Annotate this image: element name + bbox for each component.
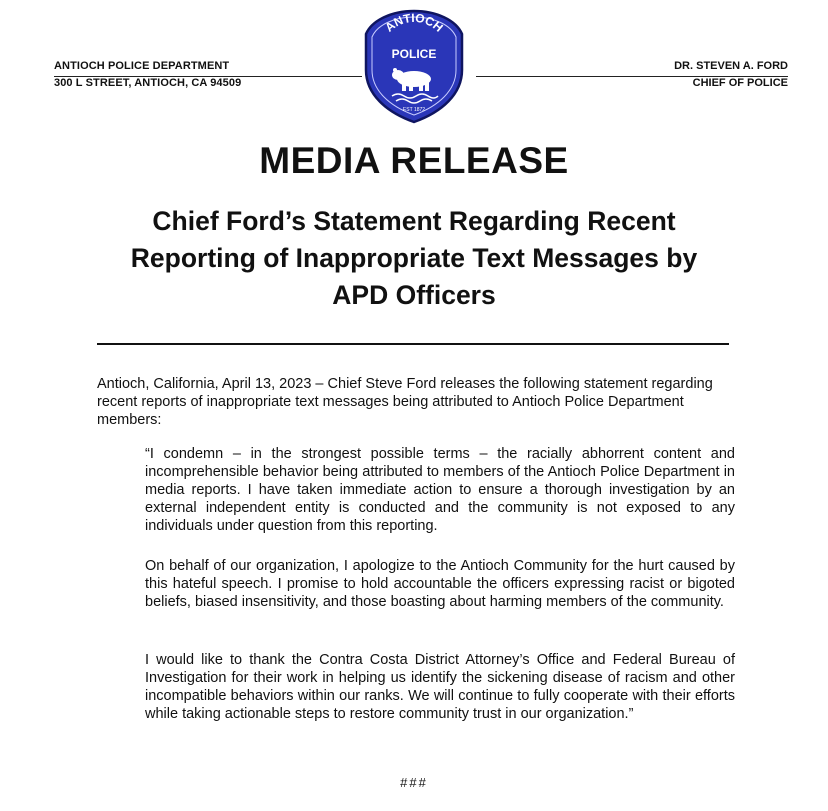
- header-divider-right: [476, 76, 788, 77]
- quote-paragraph-2: On behalf of our organization, I apologize to the Antioch Community for the hurt caused by this hateful speech. I promise to hold accountable the officers expressing racist or bigoted beliefs, biased insensitivity, and those boasting about harming members of the community.: [145, 558, 735, 610]
- chief-name: DR. STEVEN A. FORD: [674, 60, 788, 72]
- intro-paragraph: Antioch, California, April 13, 2023 – Chief Steve Ford releases the following statement regarding recent reports of inappropriate text messages being attributed to Antioch Police Department members:: [97, 376, 713, 428]
- quote-paragraph-3: I would like to thank the Contra Costa District Attorney’s Office and Federal Bureau of Investigation for their work in helping us identify the sickening disease of racism and other incompatible behaviors within our ranks. We will continue to fully cooperate with their efforts while taking actionable steps to restore community trust in our organization.”: [145, 652, 735, 722]
- end-mark: ###: [400, 775, 428, 790]
- badge-est-text: EST 1872: [402, 107, 426, 113]
- department-block: [54, 58, 241, 92]
- badge-bottom-text: POLICE: [391, 47, 437, 61]
- badge-top-text: ANTIOCH: [382, 10, 446, 35]
- header-divider-left: [54, 76, 362, 77]
- chief-block: [674, 58, 788, 92]
- department-address: 300 L STREET, ANTIOCH, CA 94509: [54, 77, 242, 89]
- chief-title: CHIEF OF POLICE: [692, 77, 788, 89]
- page-title: MEDIA RELEASE: [259, 140, 569, 181]
- police-badge-icon: [362, 8, 466, 126]
- quote-paragraph-1: “I condemn – in the strongest possible terms – the racially abhorrent content and incomprehensible behavior being attributed to members of the Antioch Police Department in media reports. I have taken immediate action to ensure a thorough investigation by an external independent entity is conducted and the community is not exposed to any individuals under question from this reporting.: [145, 446, 735, 534]
- department-name: ANTIOCH POLICE DEPARTMENT: [54, 60, 230, 72]
- headline-rule: [97, 343, 729, 345]
- headline: Chief Ford’s Statement Regarding Recent Reporting of Inappropriate Text Messages by APD Officers: [130, 206, 698, 310]
- badge-shield: [366, 11, 462, 122]
